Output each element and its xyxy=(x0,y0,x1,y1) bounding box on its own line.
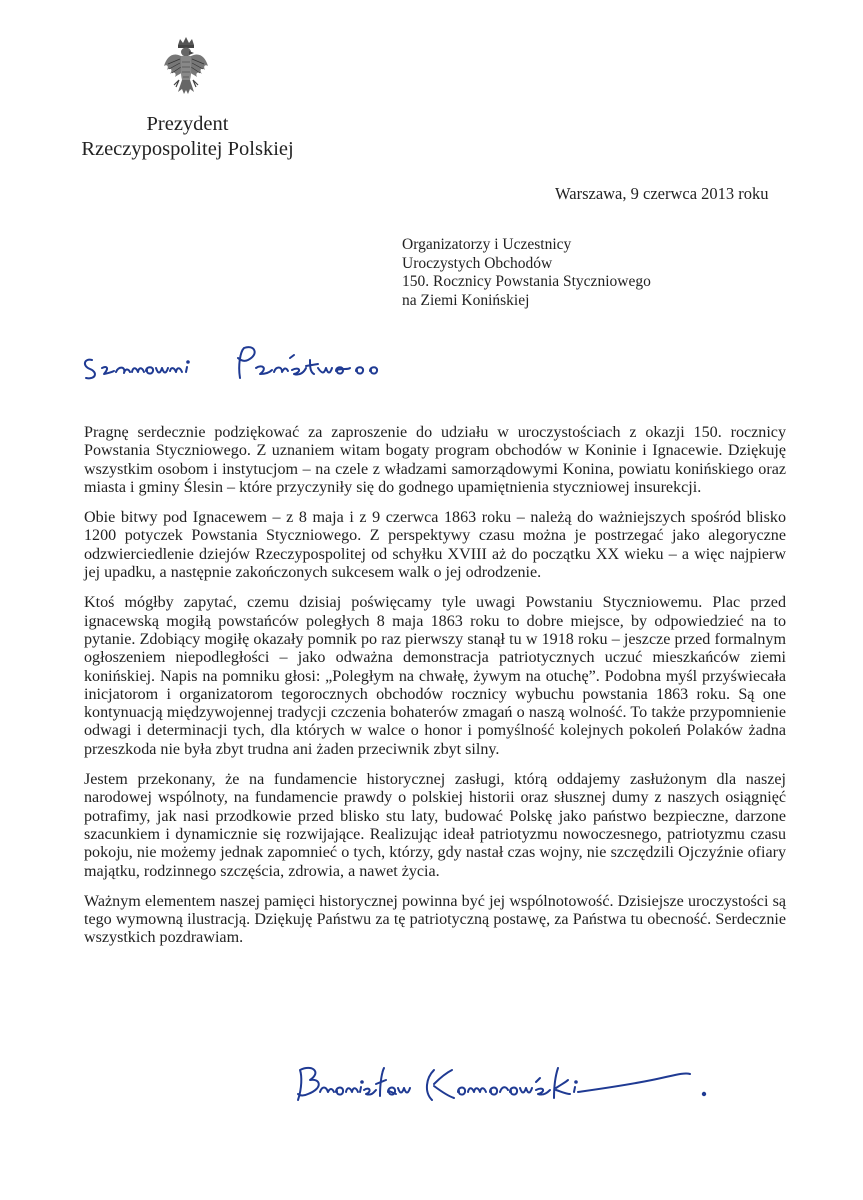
body-paragraph-3: Ktoś mógłby zapytać, czemu dzisiaj poświęcamy tyle uwagi Powstaniu Styczniowemu. Plac przed ignacewską mogiłą powstańców poległych 8 maja 1863 roku to dobre miejsce, by odpowiedzieć na to pytanie. Zdobiący mogiłę okazały pomnik po raz pierwszy stanął tu w 1918 roku – jeszcze przed formalnym ogłoszeniem niepodległości – jako odważna demonstracja patriotycznych uczuć mieszkańców ziemi konińskiej. Napis na pomniku głosi: „Poległym na chwałę, żywym na otuchę”. Podobna myśl przyświecała inicjatorom i organizatorom tegorocznych obchodów rocznicy wybuchu powstania 1863 roku. Są one kontynuacją międzywojennej tradycji czczenia bohaterów zmagań o naszą wolność. To także przypomnienie odwagi i determinacji tych, dla których w walce o honor i pomyślność kolejnych pokoleń Polaków żadna przeszkoda nie była zbyt trudna ani żaden przeciwnik zbyt silny. xyxy=(84,594,786,758)
letter-body xyxy=(84,424,786,960)
addressee-line-1: Organizatorzy i Uczestnicy xyxy=(402,236,572,253)
letterhead-line-2: Rzeczypospolitej Polskiej xyxy=(81,138,294,160)
handwritten-signature xyxy=(292,1062,752,1108)
addressee-line-3: 150. Rocznicy Powstania Styczniowego xyxy=(402,273,651,290)
addressee-line-2: Uroczystych Obchodów xyxy=(402,254,553,272)
body-paragraph-2: Obie bitwy pod Ignacewem – z 8 maja i z 9 czerwca 1863 roku – należą do ważniejszych spośród blisko 1200 potyczek Powstania Styczniowego. Z perspektywy czasu można je postrzegać jako alegoryczne odzwierciedlenie dziejów Rzeczypospolitej od schyłku XVIII aż do początku XX wieku – a więc najpierw jej upadku, a następnie zakończonych sukcesem walk o jej odrodzenie. xyxy=(84,509,786,582)
body-paragraph-5: Ważnym elementem naszej pamięci historycznej powinna być jej wspólnotowość. Dzisiejsze uroczystości są tego wymowną ilustracją. Dziękuję Państwu za tę patriotyczną postawę, za Państwa tu obecność. Serdecznie wszystkich pozdrawiam. xyxy=(84,892,786,947)
addressee-line-4: na Ziemi Konińskiej xyxy=(402,291,530,309)
handwritten-greeting xyxy=(78,338,438,390)
letterhead xyxy=(70,112,305,162)
addressee-block xyxy=(402,236,651,310)
white-eagle-emblem-icon xyxy=(163,36,209,98)
letterhead-line-1: Prezydent xyxy=(146,113,229,135)
letter-date: Warszawa, 9 czerwca 2013 roku xyxy=(555,184,769,203)
body-paragraph-4: Jestem przekonany, że na fundamencie historycznej zasługi, którą oddajemy zasłużonym dla naszej narodowej wspólnoty, na fundamencie prawdy o polskiej historii oraz słusznej dumy z naszych osiągnięć potrafimy, jak nasi przodkowie przed blisko stu laty, budować Polskę jako państwo bezpieczne, darzone szacunkiem i dynamicznie się rozwijające. Realizując ideał patriotyzmu nowoczesnego, patriotyzmu czasu pokoju, nie możemy jednak zapomnieć o tych, którzy, gdy nastał czas wojny, nie szczędzili Ojczyźnie ofiary majątku, rodzinnego szczęścia, zdrowia, a nawet życia. xyxy=(84,771,786,880)
body-paragraph-1: Pragnę serdecznie podziękować za zaproszenie do udziału w uroczystościach z okazji 150. rocznicy Powstania Styczniowego. Z uznaniem witam bogaty program obchodów w Koninie i Ignacewie. Dziękuję wszystkim osobom i instytucjom – na czele z władzami samorządowymi Konina, powiatu konińskiego oraz miasta i gminy Ślesin – które przyczyniły się do godnego upamiętnienia styczniowej insurekcji. xyxy=(84,424,786,496)
